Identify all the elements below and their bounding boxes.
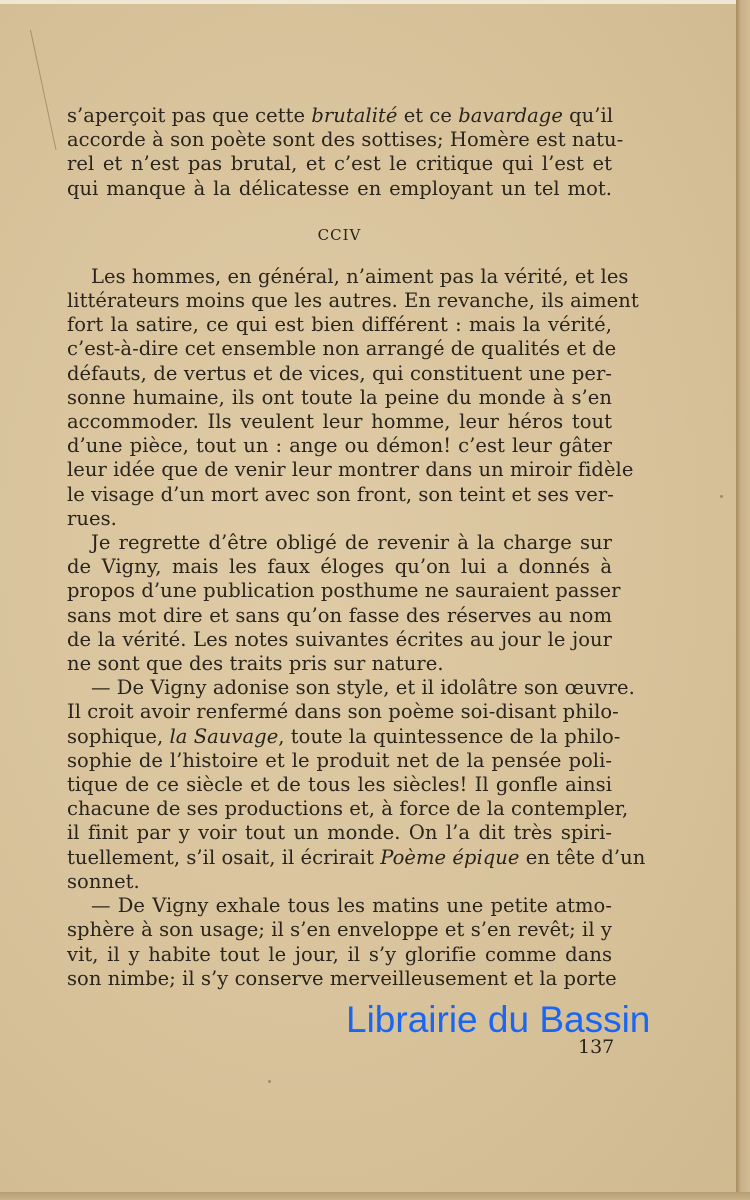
text-line: — De Vigny exhale tous les matins une petite atmo-: [91, 894, 612, 918]
text-segment: qu’il: [562, 104, 614, 127]
text-line: sophie de l’histoire et le produit net de la pensée poli-: [67, 748, 612, 772]
text-line: [67, 845, 646, 870]
text-line: accorde à son poète sont des sottises; Homère est natu-: [67, 128, 624, 152]
text-segment: sophique,: [67, 724, 170, 748]
text-line: d’une pièce, tout un : ange ou démon! c’est leur gâter: [67, 434, 612, 458]
text-line: sans mot dire et sans qu’on fasse des réserves au nom: [67, 603, 612, 627]
text-segment: et ce: [397, 104, 459, 127]
paper-speck: [268, 1080, 271, 1083]
text-line: leur idée que de venir leur montrer dans un miroir fidèle: [67, 458, 634, 482]
text-line: de la vérité. Les notes suivantes écrites au jour le jour: [67, 627, 612, 651]
text-line: Les hommes, en général, n’aiment pas la vérité, et les: [91, 264, 629, 288]
text-line: sonnet.: [67, 869, 140, 893]
page-right-edge: [736, 0, 750, 1200]
text-line: littérateurs moins que les autres. En revanche, ils aiment: [67, 289, 639, 313]
text-line: le visage d’un mort avec son front, son teint et ses ver-: [67, 482, 614, 506]
text-segment: tuellement, s’il osait, il écrirait: [67, 845, 381, 869]
italic-title: Poème épique: [380, 845, 520, 869]
text-line: fort la satire, ce qui est bien différent : mais la vérité,: [67, 313, 612, 337]
text-line: ne sont que des traits pris sur nature.: [67, 652, 444, 676]
paragraph-1: [67, 264, 639, 531]
paper-speck: [720, 495, 723, 498]
opening-paragraph: [67, 104, 624, 201]
text-line: vit, il y habite tout le jour, il s’y glorifie comme dans: [67, 942, 612, 966]
page-crease: [0, 30, 57, 150]
text-segment: , toute la quintessence de la philo-: [278, 724, 621, 748]
page-number: 137: [578, 1036, 615, 1058]
text-line: tique de ce siècle et de tous les siècles! Il gonfle ainsi: [67, 773, 612, 797]
page-bottom-edge: [0, 1192, 750, 1200]
text-line: qui manque à la délicatesse en employant un tel mot.: [67, 176, 612, 200]
text-line: Je regrette d’être obligé de revenir à la charge sur: [91, 531, 612, 555]
italic-term: brutalité: [311, 104, 398, 127]
section-heading: CCIV: [317, 225, 362, 244]
text-line: accommoder. Ils veulent leur homme, leur héros tout: [67, 410, 612, 434]
text-line: [67, 724, 621, 749]
paragraph-2: [67, 531, 621, 676]
text-line: son nimbe; il s’y conserve merveilleusement et la porte: [67, 966, 617, 990]
text-line: il finit par y voir tout un monde. On l’a dit très spiri-: [67, 821, 612, 845]
text-line: rel et n’est pas brutal, et c’est le critique qui l’est et: [67, 152, 612, 176]
page-top-edge: [0, 0, 750, 4]
text-segment: s’aperçoit pas que cette: [67, 104, 312, 127]
text-line: rues.: [67, 506, 117, 530]
text-line: sonne humaine, ils ont toute la peine du monde à s’en: [67, 385, 612, 409]
text-line: [67, 104, 612, 128]
text-line: chacune de ses productions et, à force de la contempler,: [67, 797, 629, 821]
text-line: Il croit avoir renfermé dans son poème soi-disant philo-: [67, 700, 619, 724]
text-line: c’est-à-dire cet ensemble non arrangé de qualités et de: [67, 337, 617, 361]
text-line: sphère à son usage; il s’en enveloppe et s’en revêt; il y: [67, 918, 612, 942]
watermark-text: Librairie du Bassin: [346, 999, 651, 1040]
text-line: — De Vigny adonise son style, et il idolâtre son œuvre.: [91, 676, 635, 700]
text-line: défauts, de vertus et de vices, qui constituent une per-: [67, 361, 612, 385]
text-line: propos d’une publication posthume ne sauraient passer: [67, 579, 621, 603]
body-text: [67, 104, 646, 991]
paragraph-3: [67, 676, 646, 894]
text-segment: en tête d’un: [519, 845, 646, 869]
italic-title: la Sauvage: [169, 724, 279, 748]
text-line: de Vigny, mais les faux éloges qu’on lui a donnés à: [67, 555, 612, 579]
italic-term: bavardage: [458, 104, 563, 127]
paragraph-4: [67, 894, 617, 991]
